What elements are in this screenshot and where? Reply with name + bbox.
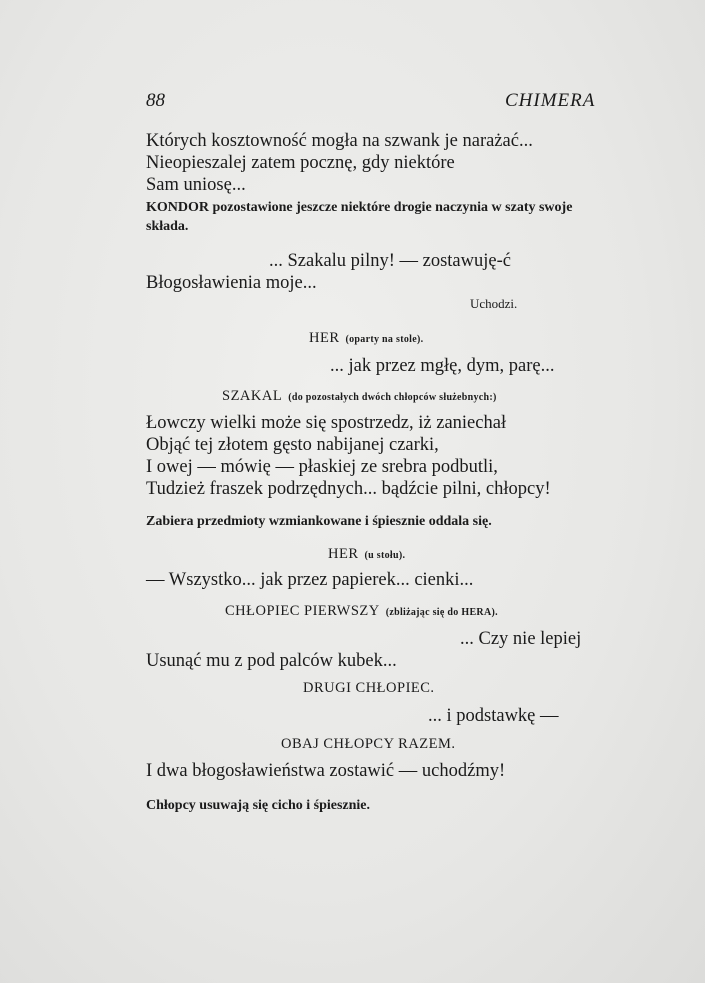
speaker-direction: (u stołu). xyxy=(364,550,406,561)
speaker-name: HER xyxy=(328,546,359,562)
speaker-heading xyxy=(225,603,498,620)
verse-line: ... i podstawkę — xyxy=(428,706,559,726)
verse-line: Których kosztowność mogła na szwank je narażać... xyxy=(146,131,533,151)
stage-direction: Chłopcy usuwają się cicho i śpiesznie. xyxy=(146,798,371,813)
speaker-heading xyxy=(281,736,456,753)
verse-line: ... Szakalu pilny! — zostawuję-ć xyxy=(269,251,511,271)
speaker-name: CHŁOPIEC PIERWSZY xyxy=(225,603,380,619)
speaker-direction: (do pozostałych dwóch chłopców służebnych:) xyxy=(288,392,497,403)
verse-line: I owej — mówię — płaskiej ze srebra podbutli, xyxy=(146,457,498,477)
verse-line: Usunąć mu z pod palców kubek... xyxy=(146,651,397,671)
verse-line: — Wszystko... jak przez papierek... cienki... xyxy=(146,570,474,590)
speaker-name: SZAKAL xyxy=(222,388,283,404)
stage-direction-text: KONDOR pozostawione jeszcze niektóre drogie naczynia w szaty swoje składa. xyxy=(146,200,573,234)
exit-direction: Uchodzi. xyxy=(470,296,518,311)
speaker-heading xyxy=(303,680,435,697)
verse-line: ... Czy nie lepiej xyxy=(460,629,582,649)
verse-line: Błogosławienia moje... xyxy=(146,273,317,293)
speaker-direction: (oparty na stole). xyxy=(345,334,424,345)
stage-direction xyxy=(146,198,601,236)
running-title: CHIMERA xyxy=(505,90,596,111)
speaker-name: DRUGI CHŁOPIEC. xyxy=(303,680,435,696)
speaker-direction: (zbliżając się do HERA). xyxy=(385,607,498,618)
verse-line: ... jak przez mgłę, dym, parę... xyxy=(330,356,555,376)
speaker-heading xyxy=(309,330,423,347)
verse-line: Sam uniosę... xyxy=(146,175,246,195)
verse-line: I dwa błogosławieństwa zostawić — uchodźmy! xyxy=(146,761,506,781)
speaker-heading xyxy=(222,388,497,405)
page-number: 88 xyxy=(146,90,165,111)
speaker-heading xyxy=(328,546,405,563)
stage-direction: Zabiera przedmioty wzmiankowane i śpiesznie oddala się. xyxy=(146,514,492,529)
speaker-name: HER xyxy=(309,330,340,346)
verse-line: Objąć tej złotem gęsto nabijanej czarki, xyxy=(146,435,439,455)
speaker-name: OBAJ CHŁOPCY RAZEM. xyxy=(281,736,456,752)
verse-line: Łowczy wielki może się spostrzedz, iż zaniechał xyxy=(146,413,507,433)
verse-line: Nieopieszalej zatem pocznę, gdy niektóre xyxy=(146,153,455,173)
verse-line: Tudzież fraszek podrzędnych... bądźcie pilni, chłopcy! xyxy=(146,479,551,499)
